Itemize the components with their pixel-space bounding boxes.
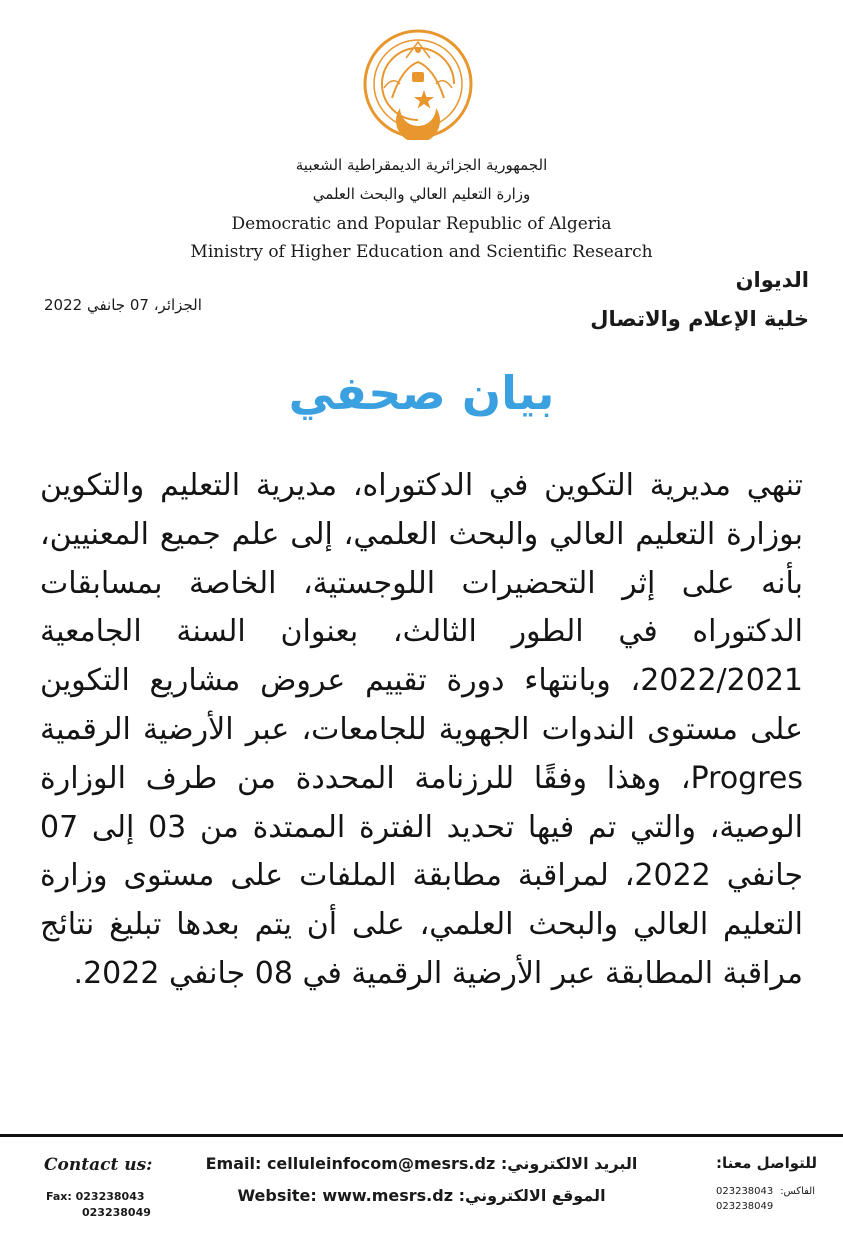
website-contact[interactable]: الموقع الالكتروني: Website: www.mesrs.dz (237, 1186, 606, 1205)
document-date: الجزائر، 07 جانفي 2022 (44, 296, 202, 314)
ministry-name-en: Ministry of Higher Education and Scientific Research (190, 242, 653, 262)
page-title: بيان صحفي (288, 366, 555, 420)
fax-number-ar-1: 023238043 (716, 1186, 774, 1197)
email-contact[interactable]: البريد الالكتروني: Email: celluleinfocom@mesrs.dz (205, 1154, 638, 1173)
algeria-emblem-icon (362, 28, 474, 140)
fax-label-ar: الفاكس: (780, 1186, 815, 1197)
fax-number-ar-2: 023238049 (716, 1201, 774, 1212)
press-release-body: تنهي مديرية التكوين في الدكتوراه، مديرية التعليم والتكوين بوزارة التعليم العالي والبحث العلمي، إلى علم جميع المعنيين، بأنه على إثر التحضيرات اللوجستية، الخاصة بمسابقات الدكتوراه في الطور الثالث، بعنوان السنة الجامعية 2022/2021، وبانتهاء دورة تقييم عروض مشاريع التكوين على مستوى الندوات الجهوية للجامعات، عبر الأرضية الرقمية Progres، وهذا وفقًا للرزنامة المحددة من طرف الوزارة الوصية، والتي تم فيها تحديد الفترة الممتدة من 03 إلى 07 جانفي 2022، لمراقبة مطابقة الملفات على مستوى وزارة التعليم العالي والبحث العلمي، على أن يتم بعدها تبليغ نتائج مراقبة المطابقة عبر الأرضية الرقمية في 08 جانفي 2022. (40, 468, 803, 991)
department-name: الديوان (735, 268, 809, 292)
footer-divider (0, 1134, 843, 1137)
republic-name-ar: الجمهورية الجزائرية الديمقراطية الشعبية (295, 156, 548, 174)
ministry-name-ar: وزارة التعليم العالي والبحث العلمي (312, 185, 531, 203)
department-unit: خلية الإعلام والاتصال (590, 307, 809, 331)
fax-number-en-1: Fax: 023238043 (46, 1190, 145, 1203)
fax-number-en-2: 023238049 (82, 1206, 151, 1219)
contact-heading-ar: للتواصل معنا: (715, 1154, 817, 1172)
contact-heading-en: Contact us: (44, 1155, 153, 1175)
republic-name-en: Democratic and Popular Republic of Algeria (231, 214, 612, 234)
